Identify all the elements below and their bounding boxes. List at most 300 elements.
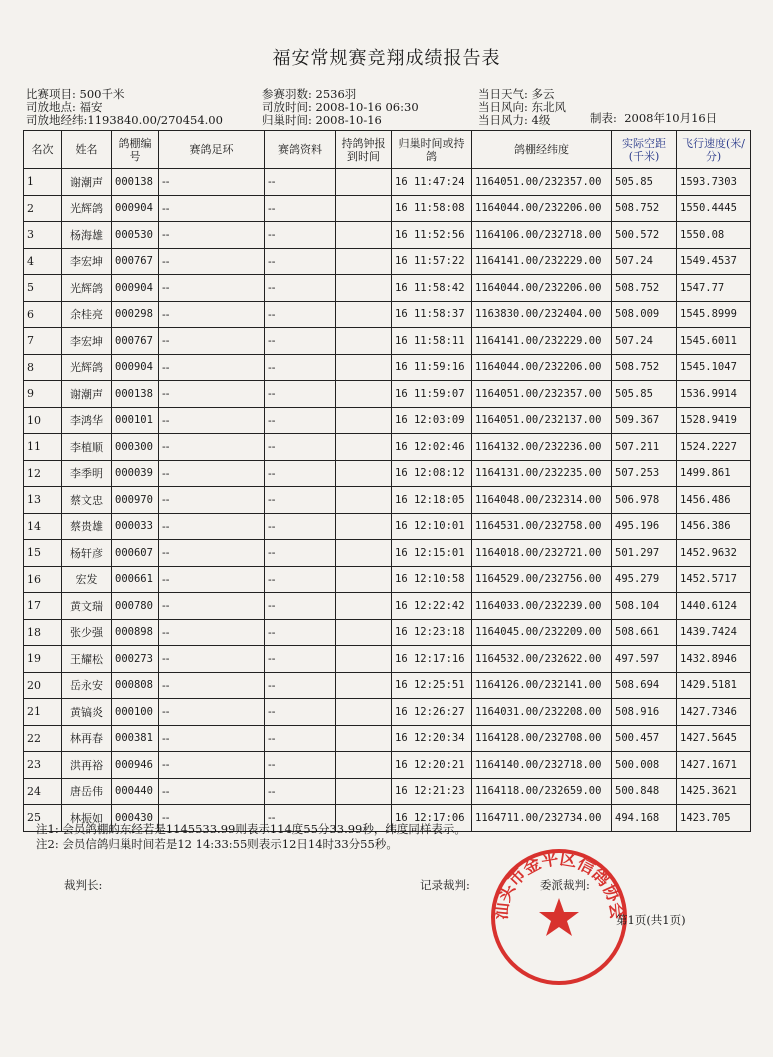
cell-return-time: 16 12:02:46 [392,434,472,461]
cell-speed: 1452.5717 [677,566,751,593]
cell-speed: 1439.7424 [677,619,751,646]
cell-bird-info: -- [265,805,336,832]
cell-coords: 1164051.00/232357.00 [472,169,612,196]
results-table [23,130,751,832]
header-coords: 鸽棚经纬度 [472,131,612,169]
cell-speed: 1499.861 [677,460,751,487]
cell-distance: 508.752 [612,195,677,222]
cell-bird-info: -- [265,434,336,461]
cell-ring: -- [159,805,265,832]
cell-loft-id: 000661 [112,566,159,593]
cell-return-time: 16 11:58:42 [392,275,472,302]
cell-coords: 1164031.00/232208.00 [472,699,612,726]
cell-clock-time [336,301,392,328]
cell-speed: 1550.4445 [677,195,751,222]
table-row [24,328,751,355]
cell-return-time: 16 12:20:34 [392,725,472,752]
header-loft-id: 鸽棚编号 [112,131,159,169]
meta-right [478,88,566,127]
header-ring: 赛鸽足环 [159,131,265,169]
cell-clock-time [336,222,392,249]
cell-rank: 22 [24,725,62,752]
cell-coords: 1164131.00/232235.00 [472,460,612,487]
cell-loft-id: 000767 [112,248,159,275]
cell-clock-time [336,434,392,461]
header-row [24,131,751,169]
made-by: 制表: 2008年10月16日 [590,111,718,125]
header-speed: 飞行速度(米/分) [677,131,751,169]
cell-speed: 1545.8999 [677,301,751,328]
cell-clock-time [336,328,392,355]
cell-speed: 1425.3621 [677,778,751,805]
meta-release-coords: 司放地经纬:1193840.00/270454.00 [26,113,223,127]
cell-rank: 4 [24,248,62,275]
table-row [24,487,751,514]
cell-name: 李宏坤 [62,328,112,355]
cell-coords: 1164141.00/232229.00 [472,328,612,355]
cell-coords: 1164106.00/232718.00 [472,222,612,249]
cell-return-time: 16 12:15:01 [392,540,472,567]
cell-speed: 1549.4537 [677,248,751,275]
table-row [24,248,751,275]
cell-ring: -- [159,566,265,593]
cell-rank: 11 [24,434,62,461]
cell-ring: -- [159,195,265,222]
cell-rank: 6 [24,301,62,328]
cell-loft-id: 000138 [112,169,159,196]
cell-clock-time [336,248,392,275]
cell-name: 李宏坤 [62,248,112,275]
cell-clock-time [336,407,392,434]
cell-rank: 21 [24,699,62,726]
cell-name: 杨海雄 [62,222,112,249]
cell-rank: 10 [24,407,62,434]
cell-ring: -- [159,593,265,620]
cell-bird-info: -- [265,699,336,726]
page-number: 第1页(共1页) [616,913,686,927]
meta-entries: 参赛羽数: 2536羽 [262,87,357,101]
assigned-judge-label: 委派裁判: [540,878,590,892]
cell-name: 张少强 [62,619,112,646]
cell-bird-info: -- [265,752,336,779]
table-row [24,169,751,196]
table-row [24,752,751,779]
cell-ring: -- [159,752,265,779]
meta-return-time: 归巢时间: 2008-10-16 [262,113,382,127]
cell-speed: 1440.6124 [677,593,751,620]
cell-rank: 3 [24,222,62,249]
cell-speed: 1452.9632 [677,540,751,567]
cell-return-time: 16 12:22:42 [392,593,472,620]
meta-wind-direction: 当日风向: 东北风 [478,100,567,114]
cell-distance: 507.24 [612,328,677,355]
cell-speed: 1456.386 [677,513,751,540]
cell-loft-id: 000808 [112,672,159,699]
cell-ring: -- [159,619,265,646]
cell-distance: 508.916 [612,699,677,726]
cell-speed: 1524.2227 [677,434,751,461]
cell-speed: 1427.1671 [677,752,751,779]
cell-bird-info: -- [265,513,336,540]
cell-ring: -- [159,672,265,699]
cell-ring: -- [159,381,265,408]
cell-ring: -- [159,778,265,805]
cell-name: 宏发 [62,566,112,593]
notes [36,822,466,852]
seal-text: 汕头市金平区信鸽协会 [491,849,627,921]
cell-name: 余桂亮 [62,301,112,328]
cell-ring: -- [159,699,265,726]
cell-bird-info: -- [265,725,336,752]
seal-star-icon [539,898,579,936]
cell-clock-time [336,195,392,222]
cell-coords: 1164045.00/232209.00 [472,619,612,646]
table-row [24,381,751,408]
cell-speed: 1427.7346 [677,699,751,726]
cell-rank: 23 [24,752,62,779]
cell-loft-id: 000430 [112,805,159,832]
table-row [24,222,751,249]
cell-coords: 1163830.00/232404.00 [472,301,612,328]
cell-ring: -- [159,725,265,752]
cell-rank: 17 [24,593,62,620]
cell-distance: 508.694 [612,672,677,699]
cell-rank: 20 [24,672,62,699]
cell-rank: 18 [24,619,62,646]
cell-loft-id: 000100 [112,699,159,726]
meta-release-place: 司放地点: 福安 [26,100,103,114]
cell-rank: 8 [24,354,62,381]
table-row [24,566,751,593]
cell-return-time: 16 11:58:37 [392,301,472,328]
cell-coords: 1164141.00/232229.00 [472,248,612,275]
cell-rank: 9 [24,381,62,408]
cell-return-time: 16 12:20:21 [392,752,472,779]
table-row [24,460,751,487]
header-distance: 实际空距(千米) [612,131,677,169]
cell-ring: -- [159,540,265,567]
cell-coords: 1164529.00/232756.00 [472,566,612,593]
table-row [24,275,751,302]
meta-release-time: 司放时间: 2008-10-16 06:30 [262,100,419,114]
cell-clock-time [336,487,392,514]
cell-distance: 501.297 [612,540,677,567]
cell-bird-info: -- [265,593,336,620]
cell-rank: 7 [24,328,62,355]
cell-loft-id: 000904 [112,195,159,222]
cell-ring: -- [159,169,265,196]
chief-judge-label: 裁判长: [64,878,103,892]
cell-loft-id: 000298 [112,301,159,328]
cell-name: 洪再裕 [62,752,112,779]
cell-name: 光辉鸽 [62,275,112,302]
cell-rank: 15 [24,540,62,567]
cell-return-time: 16 12:03:09 [392,407,472,434]
cell-rank: 19 [24,646,62,673]
cell-bird-info: -- [265,354,336,381]
cell-name: 杨轩彦 [62,540,112,567]
cell-clock-time [336,619,392,646]
cell-rank: 5 [24,275,62,302]
cell-distance: 508.104 [612,593,677,620]
cell-rank: 12 [24,460,62,487]
table-row [24,725,751,752]
cell-distance: 494.168 [612,805,677,832]
cell-distance: 497.597 [612,646,677,673]
results-body [24,169,751,832]
cell-distance: 507.253 [612,460,677,487]
cell-return-time: 16 12:08:12 [392,460,472,487]
cell-return-time: 16 11:59:07 [392,381,472,408]
cell-speed: 1423.705 [677,805,751,832]
cell-ring: -- [159,354,265,381]
cell-speed: 1536.9914 [677,381,751,408]
cell-loft-id: 000607 [112,540,159,567]
cell-bird-info: -- [265,460,336,487]
cell-bird-info: -- [265,566,336,593]
cell-return-time: 16 11:59:16 [392,354,472,381]
table-row [24,540,751,567]
cell-speed: 1545.6011 [677,328,751,355]
cell-clock-time [336,566,392,593]
cell-loft-id: 000898 [112,619,159,646]
cell-distance: 507.211 [612,434,677,461]
cell-return-time: 16 12:26:27 [392,699,472,726]
cell-name: 林再春 [62,725,112,752]
cell-ring: -- [159,513,265,540]
cell-loft-id: 000904 [112,354,159,381]
header-name: 姓名 [62,131,112,169]
cell-name: 黄镐炎 [62,699,112,726]
cell-coords: 1164044.00/232206.00 [472,275,612,302]
cell-clock-time [336,725,392,752]
cell-name: 黄文瑞 [62,593,112,620]
cell-coords: 1164051.00/232357.00 [472,381,612,408]
report-title: 福安常规赛竞翔成绩报告表 [272,48,501,69]
cell-return-time: 16 12:23:18 [392,619,472,646]
cell-bird-info: -- [265,328,336,355]
cell-coords: 1164044.00/232206.00 [472,195,612,222]
cell-return-time: 16 12:21:23 [392,778,472,805]
cell-speed: 1545.1047 [677,354,751,381]
record-judge-label: 记录裁判: [420,878,470,892]
cell-loft-id: 000381 [112,725,159,752]
cell-rank: 24 [24,778,62,805]
cell-clock-time [336,354,392,381]
cell-coords: 1164140.00/232718.00 [472,752,612,779]
cell-bird-info: -- [265,540,336,567]
cell-rank: 16 [24,566,62,593]
cell-bird-info: -- [265,195,336,222]
cell-bird-info: -- [265,222,336,249]
cell-name: 李植顺 [62,434,112,461]
cell-name: 李鸿华 [62,407,112,434]
table-row [24,354,751,381]
cell-coords: 1164132.00/232236.00 [472,434,612,461]
cell-bird-info: -- [265,778,336,805]
cell-speed: 1593.7303 [677,169,751,196]
cell-bird-info: -- [265,301,336,328]
cell-speed: 1528.9419 [677,407,751,434]
cell-ring: -- [159,301,265,328]
cell-bird-info: -- [265,672,336,699]
cell-distance: 495.279 [612,566,677,593]
cell-distance: 505.85 [612,381,677,408]
cell-clock-time [336,460,392,487]
table-row [24,593,751,620]
cell-rank: 13 [24,487,62,514]
cell-coords: 1164018.00/232721.00 [472,540,612,567]
cell-clock-time [336,513,392,540]
cell-return-time: 16 12:10:01 [392,513,472,540]
cell-ring: -- [159,275,265,302]
cell-return-time: 16 11:47:24 [392,169,472,196]
cell-loft-id: 000946 [112,752,159,779]
cell-distance: 495.196 [612,513,677,540]
cell-loft-id: 000039 [112,460,159,487]
header-rank: 名次 [24,131,62,169]
cell-speed: 1456.486 [677,487,751,514]
cell-loft-id: 000138 [112,381,159,408]
cell-return-time: 16 11:58:08 [392,195,472,222]
cell-return-time: 16 12:17:06 [392,805,472,832]
table-row [24,646,751,673]
cell-distance: 506.978 [612,487,677,514]
cell-name: 光辉鸽 [62,195,112,222]
cell-rank: 14 [24,513,62,540]
cell-speed: 1429.5181 [677,672,751,699]
cell-ring: -- [159,434,265,461]
cell-clock-time [336,672,392,699]
cell-distance: 507.24 [612,248,677,275]
cell-distance: 508.752 [612,354,677,381]
cell-distance: 508.752 [612,275,677,302]
cell-bird-info: -- [265,381,336,408]
cell-loft-id: 000273 [112,646,159,673]
cell-loft-id: 000970 [112,487,159,514]
cell-name: 唐岳伟 [62,778,112,805]
cell-return-time: 16 12:17:16 [392,646,472,673]
cell-ring: -- [159,248,265,275]
header-return-time: 归巢时间或持鸽 [392,131,472,169]
cell-clock-time [336,699,392,726]
table-row [24,699,751,726]
cell-loft-id: 000780 [112,593,159,620]
cell-return-time: 16 11:58:11 [392,328,472,355]
meta-event: 比赛项目: 500千米 [26,87,125,101]
meta-wind-force: 当日风力: 4级 [478,113,551,127]
cell-name: 王耀松 [62,646,112,673]
cell-clock-time [336,646,392,673]
cell-return-time: 16 12:10:58 [392,566,472,593]
table-row [24,434,751,461]
cell-rank: 1 [24,169,62,196]
cell-distance: 500.008 [612,752,677,779]
cell-name: 林振如 [62,805,112,832]
table-row [24,407,751,434]
cell-name: 蔡文忠 [62,487,112,514]
cell-rank: 2 [24,195,62,222]
cell-name: 谢潮声 [62,381,112,408]
cell-clock-time [336,540,392,567]
cell-clock-time [336,275,392,302]
cell-ring: -- [159,222,265,249]
cell-bird-info: -- [265,407,336,434]
cell-loft-id: 000440 [112,778,159,805]
cell-name: 光辉鸽 [62,354,112,381]
cell-rank: 25 [24,805,62,832]
cell-distance: 505.85 [612,169,677,196]
cell-ring: -- [159,646,265,673]
cell-coords: 1164128.00/232708.00 [472,725,612,752]
table-row [24,619,751,646]
cell-loft-id: 000101 [112,407,159,434]
note-1: 注1: 会员鸽棚的东经若是1145533.99则表示114度55分33.99秒，纬度同样表示。 [36,822,466,836]
cell-clock-time [336,381,392,408]
cell-speed: 1432.8946 [677,646,751,673]
cell-loft-id: 000033 [112,513,159,540]
cell-distance: 508.009 [612,301,677,328]
cell-ring: -- [159,487,265,514]
cell-coords: 1164532.00/232622.00 [472,646,612,673]
cell-return-time: 16 11:52:56 [392,222,472,249]
cell-coords: 1164051.00/232137.00 [472,407,612,434]
cell-coords: 1164048.00/232314.00 [472,487,612,514]
cell-ring: -- [159,328,265,355]
cell-loft-id: 000767 [112,328,159,355]
cell-bird-info: -- [265,248,336,275]
cell-bird-info: -- [265,169,336,196]
cell-return-time: 16 12:25:51 [392,672,472,699]
cell-distance: 500.457 [612,725,677,752]
cell-coords: 1164711.00/232734.00 [472,805,612,832]
cell-clock-time [336,169,392,196]
cell-distance: 508.661 [612,619,677,646]
cell-coords: 1164118.00/232659.00 [472,778,612,805]
table-row [24,778,751,805]
cell-bird-info: -- [265,646,336,673]
table-row [24,301,751,328]
cell-name: 李季明 [62,460,112,487]
cell-distance: 509.367 [612,407,677,434]
meta-left [26,88,223,127]
cell-ring: -- [159,460,265,487]
cell-loft-id: 000904 [112,275,159,302]
meta-middle [262,88,419,127]
cell-bird-info: -- [265,275,336,302]
cell-name: 岳永安 [62,672,112,699]
cell-loft-id: 000300 [112,434,159,461]
header-bird-info: 赛鸽资料 [265,131,336,169]
cell-return-time: 16 12:18:05 [392,487,472,514]
cell-bird-info: -- [265,487,336,514]
cell-coords: 1164531.00/232758.00 [472,513,612,540]
cell-loft-id: 000530 [112,222,159,249]
cell-name: 蔡贵雄 [62,513,112,540]
cell-coords: 1164033.00/232239.00 [472,593,612,620]
cell-return-time: 16 11:57:22 [392,248,472,275]
table-row [24,672,751,699]
meta-weather: 当日天气: 多云 [478,87,555,101]
table-row [24,513,751,540]
cell-clock-time [336,778,392,805]
cell-clock-time [336,593,392,620]
cell-speed: 1427.5645 [677,725,751,752]
header-clock-time: 持鸽钟报到时间 [336,131,392,169]
cell-ring: -- [159,407,265,434]
cell-distance: 500.848 [612,778,677,805]
cell-name: 谢潮声 [62,169,112,196]
